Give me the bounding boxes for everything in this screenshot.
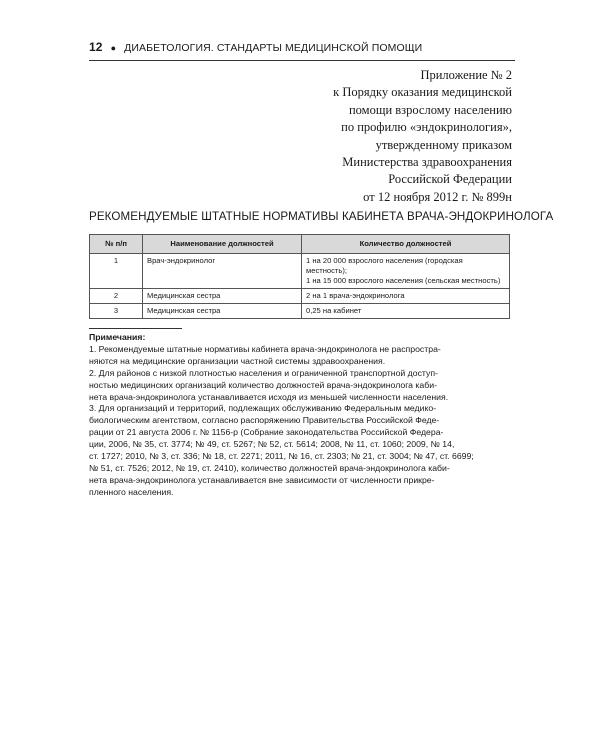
notes-line: пленного населения. — [89, 486, 174, 497]
row-number: 3 — [90, 304, 143, 319]
appendix-line: Приложение № 2 — [420, 68, 512, 82]
notes-line: биологическим агентством, согласно распоряжению Правительства Российской Феде- — [89, 415, 440, 426]
notes-line: рации от 21 августа 2006 г. № 1156-р (Собрание законодательства Российской Федера- — [89, 427, 444, 438]
appendix-line: утвержденному приказом — [375, 137, 512, 152]
quantity-line: 1 на 20 000 взрослого населения (городская местность); — [306, 256, 463, 275]
notes-line: № 51, ст. 7526; 2012, № 19, ст. 2410), количество должностей врача-эндокринолога каби- — [89, 462, 450, 473]
notes-line: няются на медицинские организации частной системы здравоохранения. — [89, 355, 386, 366]
table-row — [90, 304, 510, 319]
column-header-quantity: Количество должностей — [302, 235, 510, 254]
position-quantity — [302, 289, 510, 304]
position-quantity — [302, 254, 510, 289]
position-quantity — [302, 304, 510, 319]
staffing-table — [89, 234, 510, 319]
notes-line: 3. Для организаций и территорий, подлежащих обслуживанию Федеральным медико- — [89, 403, 437, 414]
appendix-line: по профилю «эндокринология», — [341, 120, 512, 135]
running-header — [89, 40, 515, 54]
bullet-icon: ● — [110, 43, 117, 53]
header-divider — [89, 60, 515, 61]
row-number: 2 — [90, 289, 143, 304]
row-number: 1 — [90, 254, 143, 289]
notes-section — [89, 332, 519, 499]
position-name: Врач-эндокринолог — [143, 254, 302, 289]
position-name: Медицинская сестра — [143, 289, 302, 304]
running-title: ДИАБЕТОЛОГИЯ. СТАНДАРТЫ МЕДИЦИНСКОЙ ПОМОЩИ — [124, 42, 423, 54]
appendix-line: к Порядку оказания медицинской — [333, 85, 512, 100]
position-name: Медицинская сестра — [143, 304, 302, 319]
notes-title: Примечания: — [89, 332, 146, 342]
quantity-line: 1 на 15 000 взрослого населения (сельская местность) — [306, 276, 501, 285]
quantity-line: 2 на 1 врача-эндокринолога — [306, 291, 405, 300]
page-number: 12 — [89, 40, 103, 54]
table-row — [90, 254, 510, 289]
appendix-line: помощи взрослому населению — [348, 102, 512, 117]
column-header-number: № п/п — [90, 235, 143, 254]
notes-line: 1. Рекомендуемые штатные нормативы кабинета врача-эндокринолога не распростра- — [89, 343, 441, 354]
notes-line: ст. 1727; 2010, № 3, ст. 336; № 18, ст. 2271; 2011, № 16, ст. 2303; № 21, ст. 3004; № 47, ст. 6699; — [89, 451, 474, 462]
appendix-block — [333, 67, 512, 206]
quantity-line: 0,25 на кабинет — [306, 306, 362, 315]
column-header-position: Наименование должностей — [143, 235, 302, 254]
document-title: РЕКОМЕНДУЕМЫЕ ШТАТНЫЕ НОРМАТИВЫ КАБИНЕТА ВРАЧА-ЭНДОКРИНОЛОГА — [89, 210, 554, 223]
table-row — [90, 289, 510, 304]
notes-line: ции, 2006, № 35, ст. 3774; № 49, ст. 5267; № 52, ст. 5614; 2008, № 11, ст. 1060; 2009, № 14, — [89, 439, 455, 450]
notes-line: нета врача-эндокринолога устанавливается вне зависимости от численности прикре- — [89, 474, 435, 485]
appendix-line: Министерства здравоохранения — [342, 155, 512, 170]
notes-divider — [89, 328, 182, 329]
notes-line: ностью медицинских организаций количество должностей врача-эндокринолога каби- — [89, 379, 437, 390]
appendix-line: от 12 ноября 2012 г. № 899н — [363, 189, 512, 204]
appendix-line: Российской Федерации — [388, 172, 512, 187]
notes-line: нета врача-эндокринолога устанавливается исходя из меньшей численности населения. — [89, 391, 449, 402]
table-header-row — [90, 235, 510, 254]
notes-line: 2. Для районов с низкой плотностью населения и ограниченной транспортной доступ- — [89, 367, 438, 378]
